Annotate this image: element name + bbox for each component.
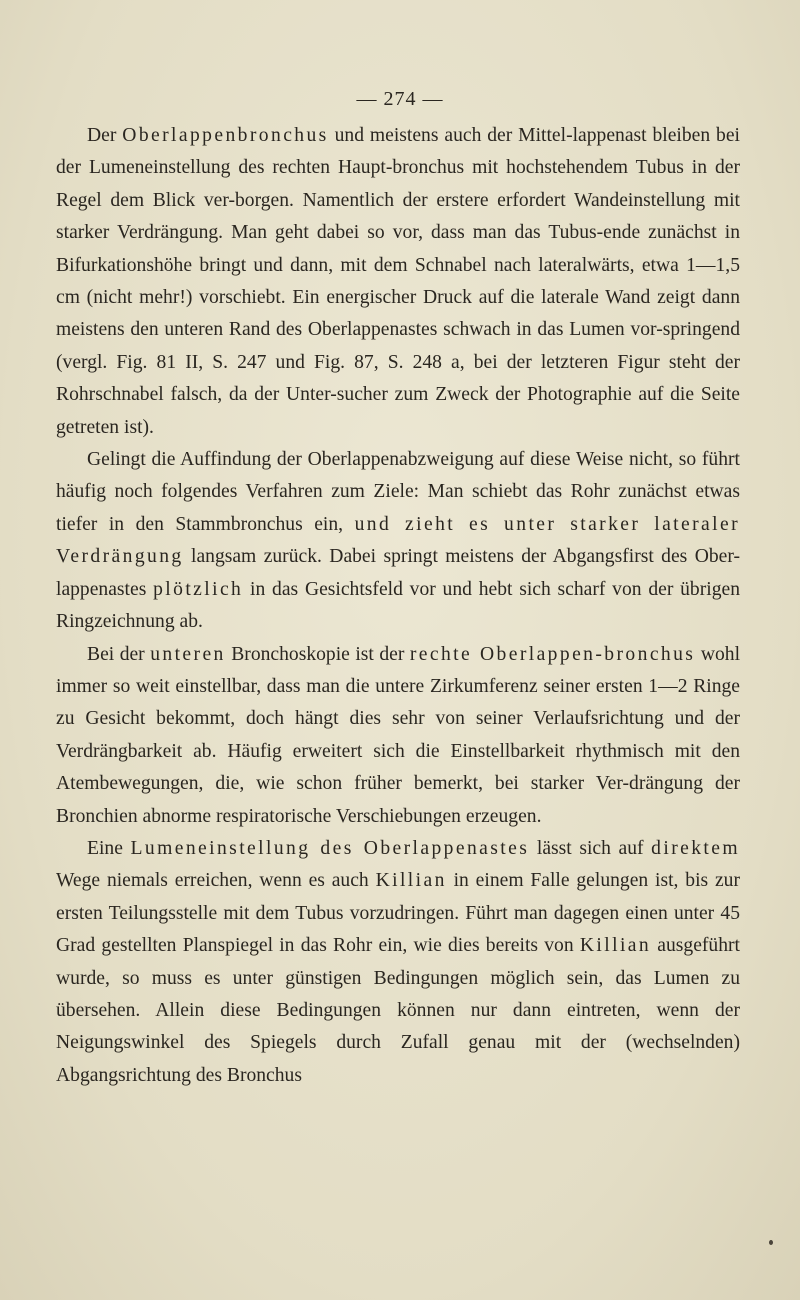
text-run: in das Gesichtsfeld vor und hebt sich scharf von der übrigen Ringzeichnung ab. <box>56 578 740 633</box>
page-number: — 274 — <box>356 88 444 110</box>
text-run: Wege niemals erreichen, wenn es auch <box>56 870 376 892</box>
text-run: Bronchoskopie ist der <box>225 643 410 665</box>
text-run: Der <box>87 125 123 146</box>
text-run: Gelingt die Auffindung der Oberlappenabzweigung auf diese Weise nicht, so führt häufig noch folgendes Verfahren zum Ziele: Man schiebt das Rohr zunächst etwas tiefer in den Stammbronchus ein, <box>56 449 740 535</box>
text-run: Eine <box>87 837 131 859</box>
paragraph-2 <box>56 444 740 638</box>
spaced-emphasis: rechte Oberlappen-bronchus <box>409 643 696 665</box>
spaced-emphasis: Lumeneinstellung des Oberlappenastes <box>130 837 530 859</box>
spaced-emphasis: unteren <box>150 643 226 665</box>
text-run: lässt sich auf <box>529 837 652 859</box>
text-run: wohl immer so weit einstellbar, dass man die untere Zirkumferenz seiner ersten 1—2 Ringe zu Gesicht bekommt, doch hängt dies sehr von seiner Verlaufsrichtung und der Verdrängbarkeit ab. Häufig erweitert sich die Einstellbarkeit rhythmisch mit den Atembewegungen, die, wie schon früher bemerkt, bei starker Ver-drängung der Bronchien abnorme respiratorische Verschiebungen erzeugen. <box>56 643 741 827</box>
spaced-emphasis: Killian <box>375 870 447 892</box>
text-run: ausgeführt wurde, so muss es unter günstigen Bedingungen möglich sein, das Lumen zu übersehen. Allein diese Bedingungen können nur dann eintreten, wenn der Neigungswinkel des Spiegels durch Zufall genau mit der (wechselnden) Abgangsrichtung des Bronchus <box>56 935 740 1086</box>
spaced-emphasis: direktem <box>651 837 741 859</box>
spaced-emphasis: plötzlich <box>153 578 244 600</box>
paragraph-4 <box>56 833 740 1092</box>
paragraph-1 <box>56 120 740 444</box>
text-run: langsam zurück. Dabei springt meistens der Abgangsfirst des Ober-lappenastes <box>56 546 740 600</box>
paragraph-3 <box>56 639 740 833</box>
text-run: in einem Falle gelungen ist, bis zur ersten Teilungsstelle mit dem Tubus vorzudringen. Führt man dagegen einen unter 45 Grad gestellten Planspiegel in das Rohr ein, wie dies bereits von <box>56 870 740 957</box>
text-run: und meistens auch der Mittel-lappenast bleiben bei der Lumeneinstellung des rechten Haupt-bronchus mit hochstehendem Tubus in der Regel dem Blick ver-borgen. Namentlich der erstere erfordert Wandeinstellung mit starker Verdrängung. Man geht dabei so vor, dass man das Tubus-ende zunächst in Bifurkationshöhe bringt und dann, mit dem Schnabel nach lateralwärts, etwa 1—1,5 cm (nicht mehr!) vorschiebt. Ein energischer Druck auf die laterale Wand zeigt dann meistens den unteren Rand des Oberlappenastes schwach in das Lumen vor-springend (vergl. Fig. 81 II, S. 247 und Fig. 87, S. 248 a, bei der letzteren Figur steht der Rohrschnabel falsch, da der Unter-sucher zum Zweck der Photographie auf die Seite getreten ist). <box>56 125 740 438</box>
spaced-emphasis: und zieht es unter starker lateraler Verdrängung <box>56 513 740 568</box>
text-run: Bei der <box>87 643 151 665</box>
spaced-emphasis: Killian <box>579 935 652 957</box>
body-text <box>56 120 740 1092</box>
spaced-emphasis: Oberlappenbronchus <box>122 125 329 146</box>
ink-speck <box>769 1240 773 1245</box>
